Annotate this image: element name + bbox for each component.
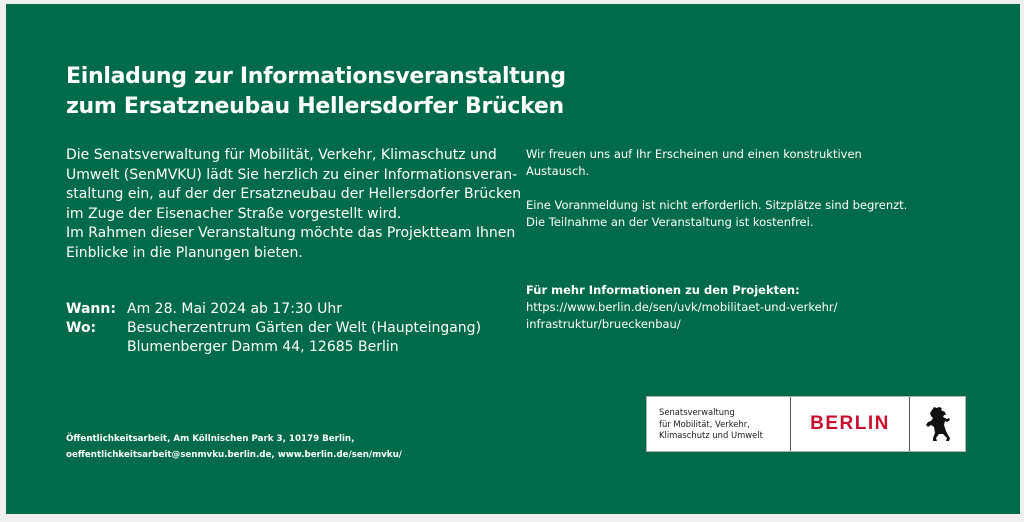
- where-row: [66, 319, 516, 338]
- welcome-line: Wir freuen uns auf Ihr Erscheinen und einen konstruktiven: [526, 147, 862, 161]
- logo-berlin-wordmark: BERLIN: [791, 397, 910, 451]
- where-row-address: [66, 338, 516, 357]
- intro-line: Einblicke in die Planungen bieten.: [66, 244, 303, 261]
- info-heading: Für mehr Informationen zu den Projekten:: [526, 283, 800, 297]
- intro-text: [66, 146, 522, 264]
- info-link-line[interactable]: https://www.berlin.de/sen/uvk/mobilitaet-und-verkehr/: [526, 300, 838, 314]
- where-label: Wo:: [66, 320, 97, 336]
- intro-line: Im Rahmen dieser Veranstaltung möchte das Projektteam Ihnen: [66, 225, 516, 242]
- intro-line: im Zuge der Eisenacher Straße vorgestellt wird.: [66, 205, 402, 222]
- registration-line: Eine Voranmeldung ist nicht erforderlich. Sitzplätze sind begrenzt.: [526, 198, 908, 212]
- where-value: Besucherzentrum Gärten der Welt (Haupteingang): [127, 320, 482, 336]
- when-value: Am 28. Mai 2024 ab 17:30 Uhr: [127, 301, 343, 317]
- registration-line: Die Teilnahme an der Veranstaltung ist kostenfrei.: [526, 215, 814, 229]
- event-details: [66, 300, 516, 357]
- title-line-2: zum Ersatzneubau Hellersdorfer Brücken: [66, 94, 564, 119]
- info-link[interactable]: [526, 299, 926, 333]
- welcome-line: Austausch.: [526, 164, 590, 178]
- invitation-card: [6, 4, 1020, 514]
- page-title: [66, 62, 626, 122]
- footer-contact: [66, 431, 566, 463]
- title-line-1: Einladung zur Informationsveranstaltung: [66, 64, 566, 89]
- when-row: [66, 300, 516, 319]
- where-address: Blumenberger Damm 44, 12685 Berlin: [127, 339, 399, 355]
- logo-dept-line: für Mobilität, Verkehr,: [659, 418, 750, 429]
- registration-text: [526, 197, 926, 231]
- footer-line: oeffentlichkeitsarbeit@senmvku.berlin.de, www.berlin.de/sen/mvku/: [66, 450, 402, 460]
- berlin-bear-icon: [910, 397, 965, 451]
- footer-line: Öffentlichkeitsarbeit, Am Köllnischen Park 3, 10179 Berlin,: [66, 434, 355, 444]
- intro-line: Umwelt (SenMVKU) lädt Sie herzlich zu einer Informationsveran-: [66, 166, 518, 183]
- intro-line: staltung ein, auf der der Ersatzneubau der Hellersdorfer Brücken: [66, 186, 522, 203]
- berlin-logo: [646, 396, 966, 452]
- logo-dept-line: Senatsverwaltung: [659, 407, 735, 417]
- info-link-line[interactable]: infrastruktur/brueckenbau/: [526, 317, 681, 331]
- logo-department: [647, 397, 791, 451]
- right-column: [526, 146, 926, 333]
- logo-dept-line: Klimaschutz und Umwelt: [659, 430, 763, 440]
- when-label: Wann:: [66, 301, 116, 317]
- intro-line: Die Senatsverwaltung für Mobilität, Verkehr, Klimaschutz und: [66, 147, 497, 163]
- welcome-text: [526, 146, 926, 180]
